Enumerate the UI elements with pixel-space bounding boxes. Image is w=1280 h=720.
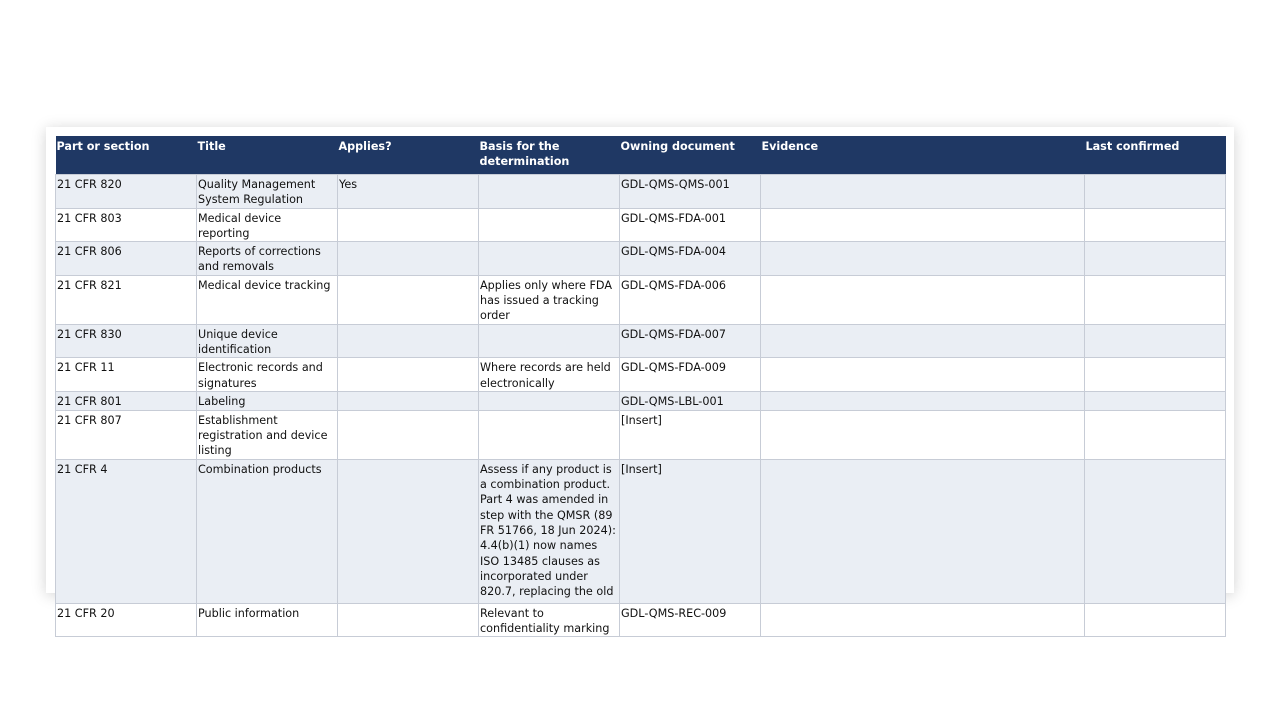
cell-owning-document[interactable]: GDL-QMS-LBL-001 [620,391,761,410]
cell-last-confirmed[interactable] [1085,459,1226,603]
cell-owning-document[interactable]: GDL-QMS-REC-009 [620,603,761,637]
cell-last-confirmed[interactable] [1085,324,1226,358]
cell-applies[interactable] [338,410,479,459]
table-row [56,324,1226,358]
cell-basis[interactable] [479,175,620,209]
regulation-applicability-table [55,136,1226,637]
cell-basis[interactable] [479,324,620,358]
cell-evidence[interactable] [761,410,1085,459]
cell-applies[interactable] [338,603,479,637]
cell-last-confirmed[interactable] [1085,175,1226,209]
cell-title[interactable]: Quality Management System Regulation [197,175,338,209]
cell-applies[interactable] [338,275,479,324]
cell-applies[interactable] [338,208,479,242]
cell-part[interactable]: 21 CFR 803 [56,208,197,242]
cell-applies[interactable]: Yes [338,175,479,209]
table-row [56,459,1226,603]
cell-evidence[interactable] [761,324,1085,358]
cell-part[interactable]: 21 CFR 821 [56,275,197,324]
cell-basis[interactable] [479,459,620,603]
cell-title[interactable]: Reports of corrections and removals [197,242,338,276]
cell-evidence[interactable] [761,459,1085,603]
cell-last-confirmed[interactable] [1085,358,1226,392]
column-header-applies: Applies? [338,136,479,175]
cell-owning-document[interactable]: GDL-QMS-FDA-006 [620,275,761,324]
table-row [56,242,1226,276]
table-row [56,275,1226,324]
cell-last-confirmed[interactable] [1085,275,1226,324]
cell-applies[interactable] [338,459,479,603]
table-row [56,391,1226,410]
document-page [46,127,1234,636]
cell-part[interactable]: 21 CFR 807 [56,410,197,459]
cell-owning-document[interactable]: [Insert] [620,459,761,603]
cell-owning-document[interactable]: GDL-QMS-FDA-007 [620,324,761,358]
cell-title[interactable]: Electronic records and signatures [197,358,338,392]
cell-owning-document[interactable]: GDL-QMS-FDA-001 [620,208,761,242]
cell-evidence[interactable] [761,175,1085,209]
cell-part[interactable]: 21 CFR 830 [56,324,197,358]
column-header-owning-document: Owning document [620,136,761,175]
cell-basis[interactable] [479,242,620,276]
cell-last-confirmed[interactable] [1085,391,1226,410]
cell-basis[interactable]: Where records are held electronically [479,358,620,392]
cell-part[interactable]: 21 CFR 806 [56,242,197,276]
cell-evidence[interactable] [761,208,1085,242]
cell-evidence[interactable] [761,358,1085,392]
column-header-part: Part or section [56,136,197,175]
cell-owning-document[interactable]: GDL-QMS-FDA-009 [620,358,761,392]
cell-part[interactable]: 21 CFR 20 [56,603,197,637]
cell-applies[interactable] [338,358,479,392]
cell-part[interactable]: 21 CFR 801 [56,391,197,410]
cell-basis[interactable]: Applies only where FDA has issued a tracking order [479,275,620,324]
cell-title[interactable]: Labeling [197,391,338,410]
table-row [56,175,1226,209]
cell-title[interactable]: Establishment registration and device listing [197,410,338,459]
cell-basis[interactable]: Relevant to confidentiality marking [479,603,620,637]
column-header-basis: Basis for the determination [479,136,620,175]
cell-part[interactable]: 21 CFR 4 [56,459,197,603]
cell-evidence[interactable] [761,391,1085,410]
table-header-row [56,136,1226,175]
cell-last-confirmed[interactable] [1085,410,1226,459]
cell-basis-text: Assess if any product is a combination product. Part 4 was amended in step with the QMSR (89 FR 51766, 18 Jun 2024): 4.4(b)(1) now names ISO 13485 clauses as incorporated under 820.7, replacing the old [480,462,616,599]
cell-owning-document[interactable]: GDL-QMS-FDA-004 [620,242,761,276]
cell-last-confirmed[interactable] [1085,208,1226,242]
column-header-evidence: Evidence [761,136,1085,175]
table-row [56,410,1226,459]
cell-applies[interactable] [338,391,479,410]
cell-evidence[interactable] [761,242,1085,276]
cell-evidence[interactable] [761,603,1085,637]
cell-title[interactable]: Medical device reporting [197,208,338,242]
cell-last-confirmed[interactable] [1085,242,1226,276]
table-row [56,358,1226,392]
cell-applies[interactable] [338,324,479,358]
cell-title[interactable]: Public information [197,603,338,637]
cell-basis[interactable] [479,410,620,459]
column-header-last-confirmed: Last confirmed [1085,136,1226,175]
table-row [56,208,1226,242]
table-row [56,603,1226,637]
cell-owning-document[interactable]: [Insert] [620,410,761,459]
cell-basis[interactable] [479,208,620,242]
cell-owning-document[interactable]: GDL-QMS-QMS-001 [620,175,761,209]
cell-title[interactable]: Combination products [197,459,338,603]
cell-part[interactable]: 21 CFR 11 [56,358,197,392]
column-header-title: Title [197,136,338,175]
cell-title[interactable]: Medical device tracking [197,275,338,324]
cell-basis[interactable] [479,391,620,410]
cell-last-confirmed[interactable] [1085,603,1226,637]
cell-evidence[interactable] [761,275,1085,324]
cell-part[interactable]: 21 CFR 820 [56,175,197,209]
cell-title[interactable]: Unique device identification [197,324,338,358]
cell-applies[interactable] [338,242,479,276]
